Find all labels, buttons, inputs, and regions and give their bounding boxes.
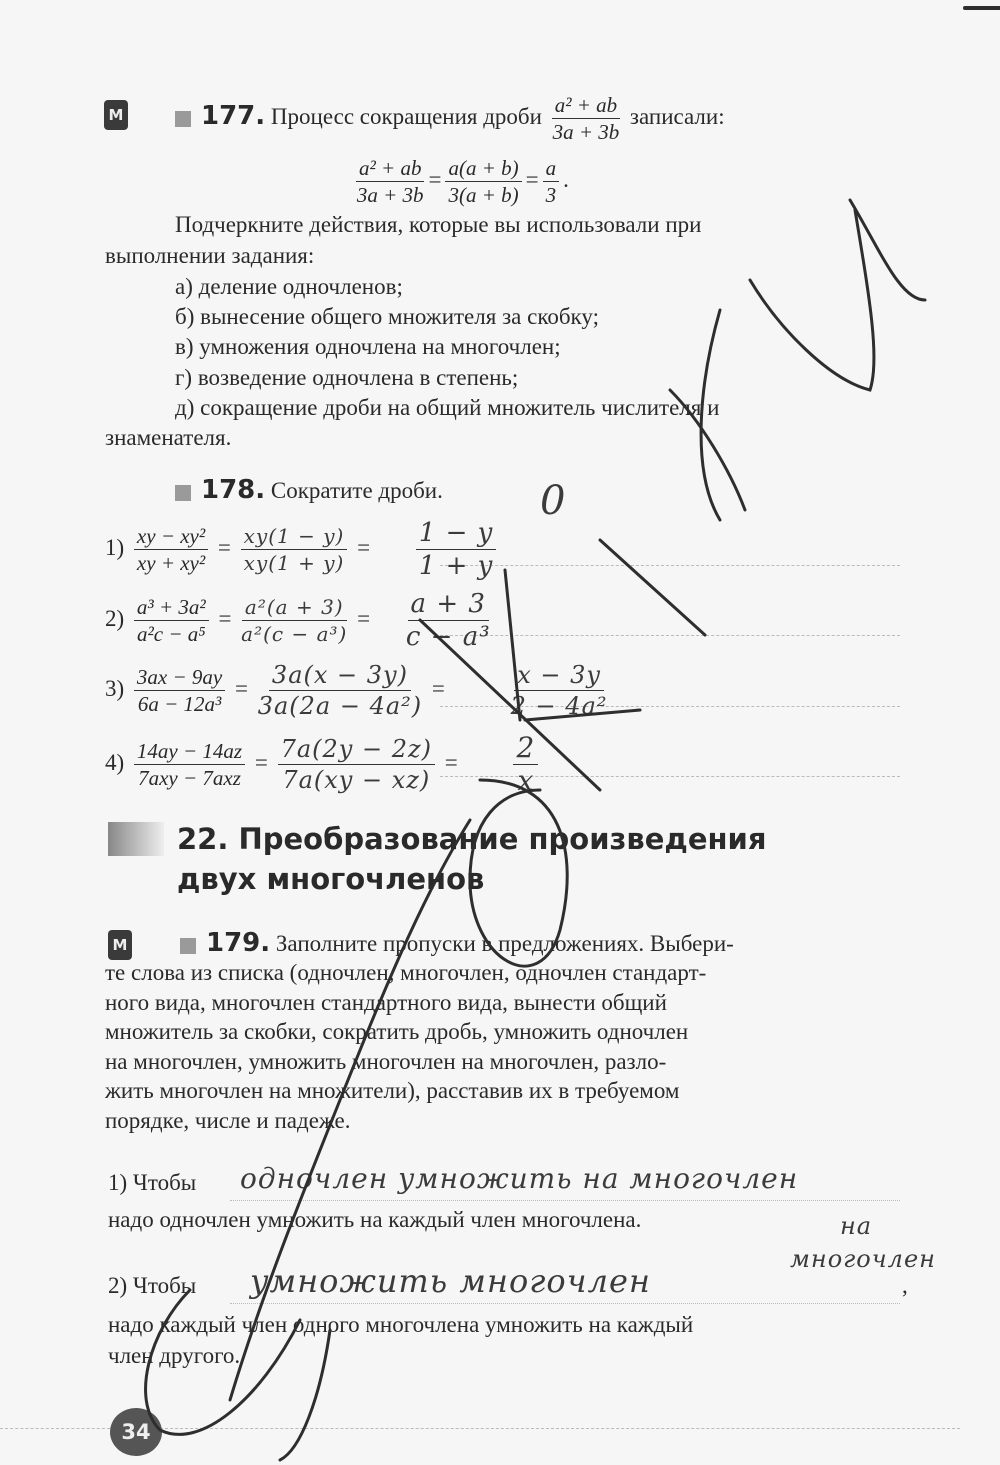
equals-sign: = [525, 166, 539, 192]
sentence1-handwritten-answer: одночлен умножить на многочлен [240, 1162, 799, 1195]
numerator: 1 − y [416, 517, 497, 550]
page-number: 34 [110, 1408, 162, 1456]
numerator: 3a(x − 3y) [269, 660, 411, 691]
numerator: x − 3y [514, 660, 604, 691]
denominator: x [517, 764, 535, 797]
scribble-stroke [525, 710, 640, 720]
ex177-instruction-line2: выполнении задания: [105, 243, 315, 268]
denominator: a²c − a⁵ [137, 622, 206, 646]
ex177-instruction-line1: Подчеркните действия, которые вы использовали при [175, 212, 702, 237]
numerator: a + 3 [408, 588, 489, 621]
option-d: д) сокращение дроби на общий множитель числителя и [175, 395, 720, 420]
comma: , [902, 1273, 908, 1298]
method-badge-icon: М [104, 100, 128, 130]
item-label: 2) [105, 605, 125, 631]
scribble-stroke [230, 820, 470, 1400]
ex178-item-3: 3) $\frac{3ax - 9ay}{\text{6a − 12a³}}$ = $\frac{3a(x - 3y)}{\text{3a(2a − 4a²)}}$ = $\frac{x - 3y}{\text{2 − 4a²}}$ [105, 661, 608, 720]
scribble-stroke [420, 620, 600, 790]
scribble-stroke [750, 210, 874, 390]
scribble-stroke [470, 780, 567, 966]
handwritten-note: на [840, 1212, 873, 1240]
numerator: a² + ab [552, 92, 620, 119]
ex179-line: множитель за скобки, сократить дробь, умножить одночлен [105, 1019, 689, 1044]
sentence2-handwritten-answer: умножить многочлен [250, 1262, 651, 1300]
ex179-line: ного вида, многочлен стандартного вида, вынести общий [105, 990, 667, 1015]
scribble-stroke [146, 1290, 300, 1434]
denominator: 3(a + b) [448, 183, 519, 207]
numerator: 3ax − 9ay [134, 664, 225, 691]
denominator: 3a + 3b [356, 183, 424, 207]
equals-sign: = [428, 166, 442, 192]
option-d-cont: знаменателя. [105, 425, 232, 450]
denominator: 1 + y [418, 551, 494, 581]
ex178-item-4: 4) $\frac{14ay - 14az}{\text{7axy − 7axz}}$ = $\frac{7a(2y - 2z)}{7a(xy - xz)}$ = $\frac{2}{x}$ [105, 732, 542, 797]
denominator: xy(1 + y) [243, 551, 345, 575]
ex177-text: Процесс сокращения дроби [270, 103, 542, 129]
numerator: 7a(2y − 2z) [278, 734, 435, 765]
numerator: xy − xy² [134, 523, 208, 550]
scribble-stroke [600, 540, 705, 635]
ex179-number: 179. [206, 928, 271, 958]
ex179-line: жить многочлен на множители), расставив их в требуемом [105, 1078, 680, 1103]
item-label: 4) [105, 749, 125, 775]
item-label: 1) [105, 534, 125, 560]
option-g: г) возведение одночлена в степень; [175, 365, 519, 390]
ex177-text-after: записали: [629, 103, 725, 129]
denominator: 7a(xy − xz) [282, 766, 431, 794]
ex178-item-1: 1) $\frac{\text{xy − xy²}}{\text{xy + xy²}}$ = $\frac{xy(1 - y)}{xy(1 + y)}$ = $\frac{1 - y}{1 + y}$ [105, 517, 500, 582]
scribble-stroke [280, 1330, 330, 1460]
denominator: 6a − 12a³ [137, 692, 222, 716]
section-title-line2: двух многочленов [177, 862, 485, 896]
period: . [563, 166, 569, 192]
section-title-line1: 22. Преобразование произведения [177, 822, 767, 856]
numerator: a³ + 3a² [134, 594, 209, 621]
handwritten-note: многочлен [790, 1245, 936, 1273]
numerator: a(a + b) [445, 155, 521, 182]
scribble-stroke [505, 570, 520, 720]
denominator: 2 − 4a² [510, 692, 608, 720]
numerator: xy(1 − y) [241, 523, 348, 550]
ex179-line: порядке, числе и падеже. [105, 1108, 351, 1133]
option-a: а) деление одночленов; [175, 274, 403, 299]
handwritten-mark: 0 [540, 478, 567, 524]
ex177-number: 177. [201, 100, 266, 131]
numerator: a [543, 155, 560, 182]
item-label: 3) [105, 675, 125, 701]
denominator: 7axy − 7axz [138, 766, 241, 790]
sentence2-rest: надо каждый член одного многочлена умножить на каждый [108, 1312, 694, 1337]
sentence1-rest: надо одночлен умножить на каждый член многочлена. [108, 1207, 642, 1232]
ex178-title: Сократите дроби. [270, 478, 443, 503]
ex178-number: 178. [201, 475, 266, 505]
method-badge-icon: М [108, 930, 132, 960]
numerator: 2 [513, 732, 538, 765]
option-b: б) вынесение общего множителя за скобку; [175, 304, 599, 329]
denominator: xy + xy² [136, 551, 206, 575]
numerator: 14ay − 14az [134, 738, 245, 765]
numerator: a²(a + 3) [242, 594, 347, 621]
sentence2-rest: член другого. [108, 1343, 241, 1368]
ex179-line: те слова из списка (одночлен, многочлен, одночлен стандарт- [105, 960, 707, 985]
denominator: a²(c − a³) [241, 622, 348, 646]
numerator: a² + ab [356, 155, 424, 182]
option-v: в) умножения одночлена на многочлен; [175, 334, 561, 359]
sentence1-prefix: 1) Чтобы [108, 1170, 197, 1195]
denominator: 3a(2a − 4a²) [257, 692, 423, 720]
ex178-item-2: 2) $\frac{\text{a³ + 3a²}}{\text{a²c − a⁵}}$ = $\frac{\text{a²(a + 3)}}{\text{a²(c − a³)}}$ = $\frac{a + 3}{\text{c − a³}}$ [105, 589, 491, 652]
scribble-stroke [701, 310, 720, 520]
ex179-line: на многочлен, умножить многочлен на многочлен, разло- [105, 1049, 667, 1074]
denominator: 3a + 3b [552, 120, 620, 144]
denominator: 3 [545, 183, 557, 207]
sentence2-prefix: 2) Чтобы [108, 1273, 197, 1298]
ex179-line: Заполните пропуски в предложениях. Выбери- [275, 931, 734, 956]
denominator: c − a³ [405, 622, 491, 652]
